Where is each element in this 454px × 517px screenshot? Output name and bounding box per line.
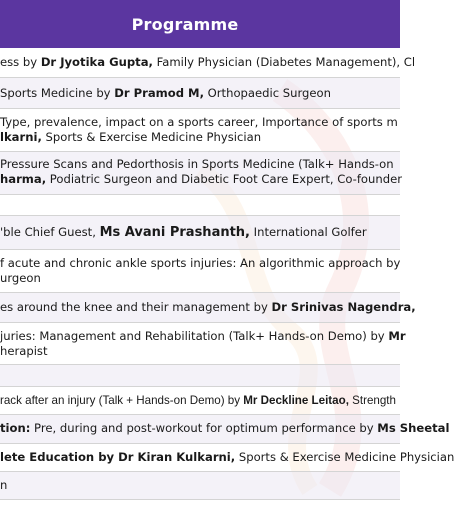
row-line bbox=[0, 157, 400, 172]
programme-header bbox=[0, 0, 400, 48]
row-text: Strength bbox=[348, 394, 396, 407]
row-text: Sports Medicine by bbox=[0, 86, 115, 100]
row-text: n bbox=[0, 478, 8, 492]
row-text: Type, prevalence, impact on a sports career, Importance of sports m bbox=[0, 115, 398, 129]
speaker-name: Mr Deckline Leitao, bbox=[243, 394, 349, 407]
row-text: herapist bbox=[0, 344, 48, 358]
row-line bbox=[0, 225, 400, 240]
row-text: Orthopaedic Surgeon bbox=[203, 86, 331, 100]
row-text: f acute and chronic ankle sports injuries: An algorithmic approach by bbox=[0, 256, 401, 270]
programme-row-empty bbox=[0, 365, 400, 387]
row-line bbox=[0, 130, 400, 145]
row-line bbox=[0, 300, 416, 315]
row-text: International Golfer bbox=[250, 225, 367, 239]
row-text: Podiatric Surgeon and Diabetic Foot Care Expert, Co-founder bbox=[46, 172, 402, 186]
row-text: 'ble Chief Guest, bbox=[0, 225, 100, 239]
speaker-name: Dr Srinivas Nagendra, bbox=[271, 300, 416, 314]
row-line bbox=[0, 329, 406, 344]
programme-row bbox=[0, 48, 416, 78]
speaker-name: Dr Pramod M, bbox=[114, 86, 204, 100]
header-title: Programme bbox=[131, 14, 239, 34]
speaker-name: lete Education by Dr Kiran Kulkarni, bbox=[0, 450, 236, 464]
row-line bbox=[0, 393, 400, 408]
row-line bbox=[0, 86, 400, 101]
speaker-name: harma, bbox=[0, 172, 47, 186]
speaker-name: Dr Jyotika Gupta, bbox=[40, 55, 153, 69]
programme-row bbox=[0, 78, 400, 109]
row-line bbox=[0, 421, 450, 436]
session-label: tion: bbox=[0, 421, 31, 435]
row-text: Family Physician (Diabetes Management), Cl bbox=[152, 55, 416, 69]
speaker-name: Ms Avani Prashanth, bbox=[99, 225, 250, 240]
speaker-name: Ms Sheetal bbox=[377, 421, 450, 435]
programme-rows bbox=[0, 48, 454, 517]
row-line bbox=[0, 172, 400, 187]
programme-row bbox=[0, 250, 400, 293]
row-line bbox=[0, 115, 400, 130]
row-text: Sports & Exercise Medicine Physician bbox=[41, 130, 262, 144]
programme-row-empty bbox=[0, 195, 400, 216]
row-line bbox=[0, 55, 416, 70]
row-text: Sports & Exercise Medicine Physician bbox=[235, 450, 454, 464]
programme-row bbox=[0, 387, 400, 415]
row-text: ess by bbox=[0, 55, 41, 69]
row-text: juries: Management and Rehabilitation (Talk+ Hands-on Demo) by bbox=[0, 329, 389, 343]
programme-row bbox=[0, 323, 406, 365]
speaker-name: lkarni, bbox=[0, 130, 42, 144]
row-text: rack after an injury (Talk + Hands-on Demo) by bbox=[0, 394, 244, 407]
programme-row bbox=[0, 293, 416, 323]
programme-row bbox=[0, 152, 400, 195]
row-text: Pressure Scans and Pedorthosis in Sports Medicine (Talk+ Hands-on bbox=[0, 157, 394, 171]
speaker-name: Mr bbox=[388, 329, 406, 343]
programme-row bbox=[0, 216, 400, 250]
row-text: es around the knee and their management by bbox=[0, 300, 272, 314]
row-line bbox=[0, 450, 454, 465]
programme-row bbox=[0, 109, 400, 152]
programme-row bbox=[0, 415, 450, 444]
row-text: urgeon bbox=[0, 271, 41, 285]
programme-row bbox=[0, 444, 454, 472]
programme-row bbox=[0, 472, 400, 500]
row-text: Pre, during and post-workout for optimum performance by bbox=[30, 421, 378, 435]
programme-row-empty bbox=[0, 500, 400, 517]
